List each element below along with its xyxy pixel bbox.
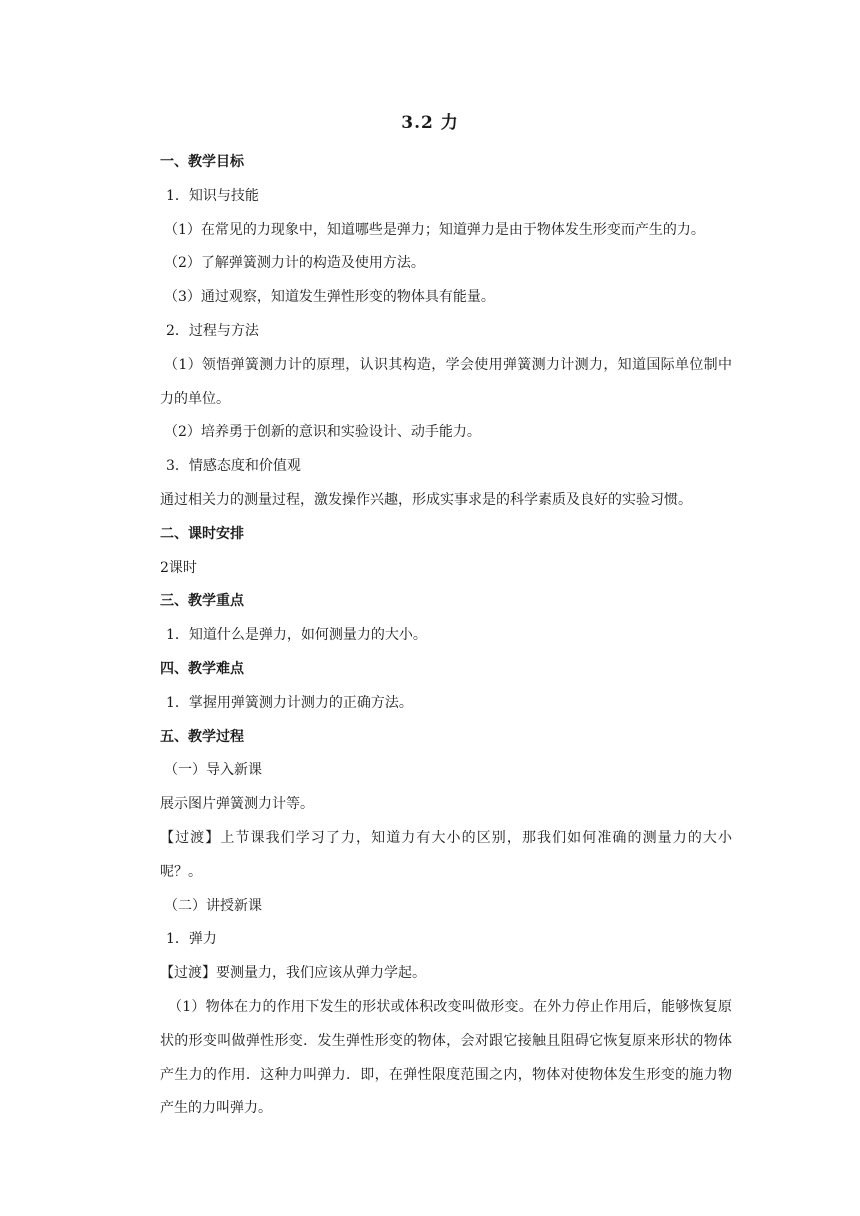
paragraph: 【过渡】要测量力，我们应该从弹力学起。 (160, 965, 426, 982)
paragraph: 【过渡】上节课我们学习了力，知道力有大小的区别，那我们如何准确的测量力的大小呢？。 (160, 829, 732, 880)
paragraph: 1．掌握用弹簧测力计测力的正确方法。 (166, 694, 413, 711)
paragraph: （3）通过观察，知道发生弹性形变的物体具有能量。 (164, 289, 495, 306)
section-heading: 四、教学难点 (160, 660, 244, 677)
subsection-heading: 3．情感态度和价值观 (166, 458, 301, 475)
paragraph: （2）培养勇于创新的意识和实验设计、动手能力。 (164, 424, 481, 441)
section-heading: 五、教学过程 (160, 728, 244, 745)
paragraph: （1）在常见的力现象中，知道哪些是弹力；知道弹力是由于物体发生形变而产生的力。 (164, 221, 705, 238)
section-heading: 二、课时安排 (160, 525, 244, 542)
subsection-heading: （一）导入新课 (164, 762, 262, 779)
document-body (160, 146, 732, 1126)
paragraph: （1）物体在力的作用下发生的形状或体积改变叫做形变。在外力停止作用后，能够恢复原状的形变叫做弹性形变．发生弹性形变的物体，会对跟它接触且阻碍它恢复原来形状的物体产生力的作用．这种力叫弹力．即，在弹性限度范围之内，物体对使物体发生形变的施力物产生的力叫弹力。 (160, 998, 732, 1117)
paragraph: 2课时 (160, 559, 197, 576)
subsection-heading: 1．知识与技能 (166, 187, 259, 204)
paragraph: 展示图片弹簧测力计等。 (160, 796, 314, 813)
subsection-heading: （二）讲授新课 (164, 897, 262, 914)
subsection-heading: 1．弹力 (166, 931, 217, 948)
paragraph: （2）了解弹簧测力计的构造及使用方法。 (164, 255, 425, 272)
section-heading: 三、教学重点 (160, 593, 244, 610)
subsection-heading: 2．过程与方法 (166, 322, 259, 339)
paragraph: 1．知道什么是弹力，如何测量力的大小。 (166, 627, 427, 644)
paragraph: 通过相关力的测量过程，激发操作兴趣，形成实事求是的科学素质及良好的实验习惯。 (160, 491, 692, 508)
section-heading: 一、教学目标 (160, 154, 244, 170)
paragraph: （1）领悟弹簧测力计的原理，认识其构造，学会使用弹簧测力计测力，知道国际单位制中力的单位。 (160, 356, 732, 407)
document-title: 3.2 力 (401, 113, 459, 133)
